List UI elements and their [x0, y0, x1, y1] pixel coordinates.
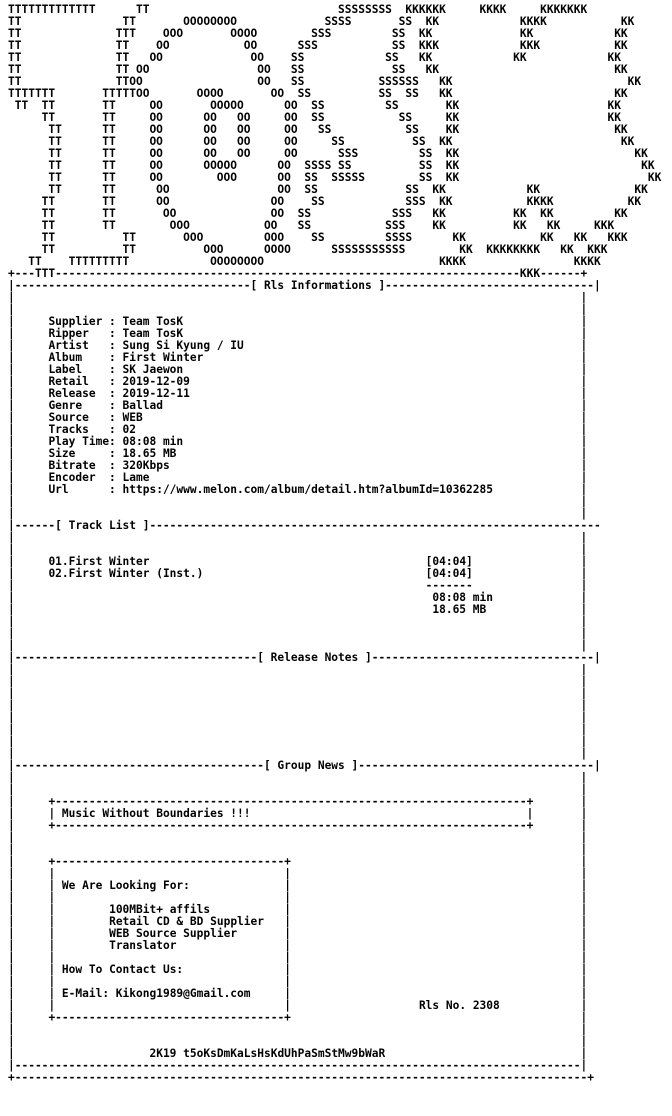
logo-art-text: TT TTTTTTTTT OOOOOOOO KKKK KKKK [8, 255, 601, 268]
frame-border-left: | [8, 351, 15, 364]
frame-border-left: | [8, 339, 15, 352]
frame-border-right: | [580, 435, 588, 448]
frame-border-left: | [8, 987, 15, 1000]
frame-border-left: | [8, 735, 15, 748]
frame-border-left: | [8, 603, 15, 616]
looking-for-heading: We Are Looking For: [61, 879, 190, 892]
frame-border-left: | [8, 615, 15, 628]
frame-border-right: | [580, 531, 588, 544]
track-time: [04:04] [425, 555, 473, 568]
box-border: | [48, 975, 62, 988]
box-border: | [284, 975, 291, 988]
rls-info-field: Play Time: 08:08 min [48, 435, 184, 448]
frame-border-left: | [8, 711, 15, 724]
frame-divider: |------------------------------------------------------------------------------------| [8, 1059, 588, 1072]
box-border: | [48, 807, 62, 820]
box-border: | [284, 951, 291, 964]
logo-art-text: TTTTTTTTTTTTT TT SSSSSSSS KKKKKK KKKK KKKKKKK [8, 3, 588, 16]
frame-border-left: | [8, 915, 15, 928]
rls-info-field: Supplier : Team TosK [48, 315, 184, 328]
frame-border-right: | [580, 879, 588, 892]
frame-border-right: | [580, 315, 588, 328]
contact-email: E-Mail: Kikong1989@Gmail.com [61, 987, 251, 1000]
rls-info-field: Retail : 2019-12-09 [48, 375, 190, 388]
frame-border-left: | [8, 879, 15, 892]
frame-bottom [8, 1072, 672, 1084]
frame-border-right: | [580, 1047, 588, 1060]
frame-border-right: | [580, 387, 588, 400]
looking-for-item: WEB Source Supplier [109, 927, 238, 940]
frame-border-left: | [8, 819, 15, 832]
frame-border-left: | [8, 435, 15, 448]
frame-border-left: | [8, 639, 15, 652]
group-news-header: |-------------------------------------[ Group News ]-----------------------------------| [8, 759, 601, 772]
box-border: | [48, 891, 62, 904]
frame-border-right: | [580, 891, 588, 904]
rls-info-field: Size : 18.65 MB [48, 447, 177, 460]
looking-for-item: 100MBit+ affils [109, 903, 211, 916]
frame-border-left: | [8, 303, 15, 316]
frame-border-right: | [580, 1035, 588, 1048]
frame-border-left: | [8, 555, 15, 568]
frame-border-right: | [580, 495, 588, 508]
frame-border-left: | [8, 939, 15, 952]
frame-border-right: | [580, 567, 588, 580]
frame-border-right: | [580, 735, 588, 748]
logo-art-text: TTTTTTT TTTTTOO OOOO OO SS SS SS KK KK [8, 87, 628, 100]
frame-border-right: | [580, 915, 588, 928]
frame-border-right: | [580, 291, 588, 304]
frame-border-left: | [8, 1023, 15, 1036]
total-play-time: 08:08 min [432, 591, 493, 604]
frame-border-right: | [580, 543, 588, 556]
track-title: 02.First Winter (Inst.) [48, 567, 204, 580]
frame-border-left: | [8, 927, 15, 940]
frame-border-right: | [580, 963, 588, 976]
frame-border-left: | [8, 663, 15, 676]
frame-border-right: | [580, 303, 588, 316]
frame-border-left: | [8, 579, 15, 592]
frame-border-right: | [580, 867, 588, 880]
frame-border-left: | [8, 807, 15, 820]
frame-border-right: | [580, 399, 588, 412]
rls-info-field: Artist : Sung Si Kyung / IU [48, 339, 244, 352]
box-border: | [48, 879, 62, 892]
frame-border-left: | [8, 723, 15, 736]
box-border: | [48, 999, 62, 1012]
frame-border-left: | [8, 1011, 15, 1024]
release-notes-header: |------------------------------------[ Release Notes ]---------------------------------| [8, 651, 601, 664]
logo-art-text: TT TT OO OO SS SSS KK KKKK KK [8, 195, 642, 208]
box-border: | [284, 999, 291, 1012]
box-border: | [526, 807, 534, 820]
logo-art-text: TT TT OOOOOOOO SSSS SS KK KKKK KK [8, 15, 635, 28]
rls-info-field: Tracks : 02 [48, 423, 136, 436]
frame-border-right: | [580, 831, 588, 844]
frame-bottom-edge: +-------------------------------------------------------------------------------------+ [8, 1071, 594, 1084]
frame-border-right: | [580, 375, 588, 388]
frame-border-left: | [8, 591, 15, 604]
track-title: 01.First Winter [48, 555, 150, 568]
frame-border-right: | [580, 411, 588, 424]
frame-border-right: | [580, 627, 588, 640]
frame-border-left: | [8, 483, 15, 496]
looking-for-item: Retail CD & BD Supplier [109, 915, 264, 928]
frame-border-left: | [8, 543, 15, 556]
rls-info-field: Bitrate : 320Kbps [48, 459, 170, 472]
box-border: +----------------------------------+ [48, 855, 291, 868]
box-border: +----------------------------------------------------------------------+ [48, 819, 534, 832]
looking-for-item: Translator [109, 939, 177, 952]
frame-border-right: | [580, 483, 588, 496]
frame-border-right: | [580, 687, 588, 700]
frame-border-left: | [8, 975, 15, 988]
logo-art-text: TT TT OOO OOOO SSSSSSSSSSS KK KKKKKKKK KK KKK [8, 243, 608, 256]
frame-border-left: | [8, 507, 15, 520]
rls-info-field: Album : First Winter [48, 351, 204, 364]
frame-border-left: | [8, 375, 15, 388]
frame-border-right: | [580, 999, 588, 1012]
track-list-header: |------[ Track List ]------------------------------------------------------------------- [8, 519, 601, 532]
frame-border-right: | [580, 903, 588, 916]
frame-border-left: | [8, 831, 15, 844]
frame-border-right: | [580, 555, 588, 568]
logo-art-text: TT TT OO OO OO OO SSS SS KK KK [8, 147, 648, 160]
logo-art-text: TT TT OO OO SS SS KK KK [8, 63, 628, 76]
box-border: | [284, 879, 291, 892]
rls-info-field: Url : https://www.melon.com/album/detail.htm?albumId=10362285 [48, 483, 493, 496]
frame-border-right: | [580, 843, 588, 856]
frame-border-right: | [580, 795, 588, 808]
frame-border-left: | [8, 447, 15, 460]
logo-art-text: TT TTT OOO OOOO SSS SS KK KK KK [8, 27, 628, 40]
box-border: +----------------------------------------------------------------------+ [48, 795, 534, 808]
frame-border-left: | [8, 1047, 15, 1060]
frame-top-edge: +---TTT---------------------------------------------------------------------KKK------+ [8, 267, 588, 280]
frame-border-left: | [8, 963, 15, 976]
contact-heading: How To Contact Us: [61, 963, 184, 976]
frame-border-right: | [580, 615, 588, 628]
frame-border-left: | [8, 999, 15, 1012]
frame-border-left: | [8, 471, 15, 484]
box-border: | [48, 951, 62, 964]
frame-border-left: | [8, 1035, 15, 1048]
frame-border-right: | [580, 423, 588, 436]
frame-border-right: | [580, 771, 588, 784]
frame-border-left: | [8, 795, 15, 808]
box-border: | [284, 891, 291, 904]
total-size: 18.65 MB [432, 603, 487, 616]
box-border: | [48, 915, 62, 928]
frame-border-left: | [8, 891, 15, 904]
frame-border-right: | [580, 819, 588, 832]
frame-border-right: | [580, 603, 588, 616]
rls-info-field: Genre : Ballad [48, 399, 163, 412]
frame-border-left: | [8, 867, 15, 880]
frame-border-left: | [8, 531, 15, 544]
frame-border-right: | [580, 471, 588, 484]
frame-border-right: | [580, 723, 588, 736]
frame-border-left: | [8, 951, 15, 964]
frame-border-right: | [580, 351, 588, 364]
logo-art-text: TT TT OO OO SSS SS KKK KKK KK [8, 39, 628, 52]
frame-border-right: | [580, 987, 588, 1000]
logo-art-text: TT TTOO OO SS SSSSSS KK KK [8, 75, 642, 88]
box-border: | [284, 915, 291, 928]
frame-border-right: | [580, 459, 588, 472]
box-border: | [48, 927, 62, 940]
frame-border-right: | [580, 507, 588, 520]
frame-border-left: | [8, 423, 15, 436]
frame-border-right: | [580, 699, 588, 712]
frame-border-right: | [580, 639, 588, 652]
frame-border-left: | [8, 363, 15, 376]
frame-border-right: | [580, 975, 588, 988]
logo-art-text: TT TT OO OO SS SS KK KK KK [8, 51, 621, 64]
frame-border-left: | [8, 399, 15, 412]
frame-border-right: | [580, 363, 588, 376]
frame-border-left: | [8, 291, 15, 304]
frame-border-left: | [8, 771, 15, 784]
logo-art-text: TT TT OO OO SS SS KK KK KK [8, 183, 648, 196]
box-border: | [284, 963, 291, 976]
frame-border-right: | [580, 1023, 588, 1036]
footer-tagline: 2K19 t5oKsDmKaLsHsKdUhPaSmStMw9bWaR [149, 1047, 386, 1060]
frame-border-right: | [580, 711, 588, 724]
logo-art-text: TT TT OO OO OO OO SS SS KK KK [8, 123, 628, 136]
frame-border-right: | [580, 951, 588, 964]
frame-border-left: | [8, 495, 15, 508]
box-border: | [48, 987, 62, 1000]
frame-border-right: | [580, 339, 588, 352]
box-border: +----------------------------------+ [48, 1011, 291, 1024]
frame-border-right: | [580, 747, 588, 760]
rls-info-header: |-----------------------------------[ Rls Informations ]-------------------------------| [8, 279, 601, 292]
frame-border-right: | [580, 579, 588, 592]
box-border: | [48, 867, 62, 880]
frame-border-left: | [8, 315, 15, 328]
frame-border-right: | [580, 675, 588, 688]
frame-border-right: | [580, 327, 588, 340]
frame-border-left: | [8, 459, 15, 472]
frame-border-left: | [8, 855, 15, 868]
logo-art-text: TT TT OO OO OO OO SS SS KK KK [8, 135, 635, 148]
frame-border-right: | [580, 855, 588, 868]
frame-border-left: | [8, 699, 15, 712]
box-border: | [48, 903, 62, 916]
rls-info-field: Encoder : Lame [48, 471, 150, 484]
box-border: | [48, 963, 62, 976]
frame-border-left: | [8, 783, 15, 796]
logo-art-text: TT TT OO OOO OO SS SSSSS SS KK KK [8, 171, 662, 184]
frame-border-right: | [580, 1011, 588, 1024]
box-border: | [284, 987, 291, 1000]
news-message: Music Without Boundaries !!! [61, 807, 251, 820]
logo-art-text: TT TT OO OOOOO OO SSSS SS SS KK KK [8, 159, 655, 172]
rls-info-field: Source : WEB [48, 411, 143, 424]
rls-info-field: Ripper : Team TosK [48, 327, 184, 340]
track-time: [04:04] [425, 567, 473, 580]
rls-info-field: Label : SK Jaewon [48, 363, 184, 376]
frame-border-right: | [580, 591, 588, 604]
logo-art-text: TT TT TT OO OOOOO OO SS SS KK KK [8, 99, 621, 112]
frame-border-right: | [580, 783, 588, 796]
frame-border-right: | [580, 927, 588, 940]
frame-border-right: | [580, 447, 588, 460]
rls-info-field: Release : 2019-12-11 [48, 387, 190, 400]
frame-border-left: | [8, 567, 15, 580]
box-border: | [48, 939, 62, 952]
frame-border-right: | [580, 807, 588, 820]
logo-art-text: TT TT OOO OO SS SSS KK KK KK KKK [8, 219, 615, 232]
box-border: | [284, 939, 291, 952]
frame-border-right: | [580, 663, 588, 676]
totals-separator: ------- [425, 579, 473, 592]
box-border: | [284, 867, 291, 880]
frame-border-right: | [580, 939, 588, 952]
box-border: | [284, 927, 291, 940]
logo-art-text: TT TT OO OO OO OO SS SS KK KK [8, 111, 621, 124]
frame-border-left: | [8, 411, 15, 424]
frame-border-left: | [8, 327, 15, 340]
frame-border-left: | [8, 903, 15, 916]
box-border: | [284, 903, 291, 916]
frame-border-left: | [8, 675, 15, 688]
frame-border-left: | [8, 387, 15, 400]
frame-border-left: | [8, 843, 15, 856]
logo-art-text: TT TT OO OO SS SSS KK KK KK KK [8, 207, 628, 220]
frame-border-left: | [8, 627, 15, 640]
frame-border-left: | [8, 747, 15, 760]
logo-art-text: TT TT OOO OOO SS SSSS KK KK KK KKK [8, 231, 628, 244]
rls-number: Rls No. 2308 [418, 999, 500, 1012]
frame-border-left: | [8, 687, 15, 700]
